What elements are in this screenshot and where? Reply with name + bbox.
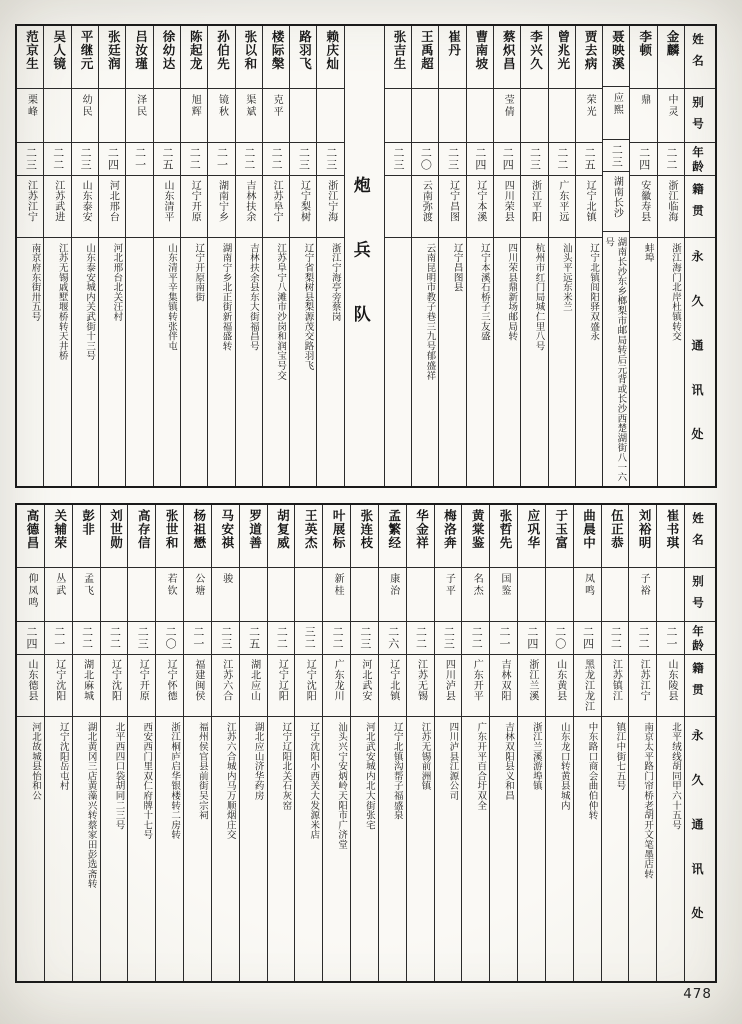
person-native-place: 辽宁怀德 [156, 654, 183, 716]
person-column [180, 26, 207, 486]
person-name: 高德昌 [24, 509, 40, 550]
person-address: 西安西门里双仁府牌十七号 [128, 716, 155, 981]
person-address: 四川荣县鼎新场邮局转 [494, 237, 520, 486]
person-age: 二三 [439, 142, 465, 175]
column-header-native: 籍贯 [685, 175, 715, 237]
person-name: 王英杰 [303, 509, 319, 550]
person-address [385, 237, 411, 486]
person-alias: 克平 [263, 88, 289, 142]
person-alias [407, 567, 434, 621]
person-name: 应巩华 [525, 509, 541, 550]
person-address: 浙江桐庐启华银楼转二房转 [156, 716, 183, 981]
person-address: 辽宁昌图县 [439, 237, 465, 486]
person-name: 于玉富 [553, 509, 569, 550]
person-alias [602, 567, 629, 621]
person-address: 山东泰安城内关武街十三号 [72, 237, 98, 486]
person-name: 伍正恭 [609, 509, 625, 550]
person-column [548, 26, 575, 486]
person-alias [549, 88, 575, 142]
person-column [378, 505, 406, 981]
person-address: 镇江中街七五号 [602, 716, 629, 981]
person-column [17, 26, 43, 486]
person-alias: 若钦 [156, 567, 183, 621]
person-alias [439, 88, 465, 142]
person-column [322, 505, 350, 981]
person-age: 二二 [323, 621, 350, 654]
person-column [657, 26, 684, 486]
person-alias: 子裕 [629, 567, 656, 621]
person-name: 曾兆光 [555, 30, 571, 71]
person-native-place: 江苏江宁 [629, 654, 656, 716]
person-name: 徐幼达 [160, 30, 176, 71]
person-alias: 荣光 [576, 88, 602, 142]
person-address: 杭州市红门局城仁里八号 [521, 237, 547, 486]
person-address: 江苏阜宁八滩市沙岗和润宝号交 [263, 237, 289, 486]
person-native-place: 广东开平 [462, 654, 489, 716]
column-header-name: 姓名 [691, 512, 705, 555]
person-column [489, 505, 517, 981]
person-address: 北平绒线胡同甲六十五号 [657, 716, 684, 981]
person-alias [385, 88, 411, 142]
person-column [517, 505, 545, 981]
person-native-place: 四川泸县 [435, 654, 462, 716]
person-address: 广东开平百合圩双全 [462, 716, 489, 981]
person-column [183, 505, 211, 981]
person-age: 二二 [462, 621, 489, 654]
person-age: 二二 [73, 621, 100, 654]
person-native-place: 河北邢台 [99, 175, 125, 237]
person-column [406, 505, 434, 981]
person-name: 蔡炽昌 [501, 30, 517, 71]
person-age: 二一 [208, 142, 234, 175]
person-alias [128, 567, 155, 621]
person-name: 刘世勋 [108, 509, 124, 550]
person-name: 黄棠鉴 [470, 509, 486, 550]
person-address: 浙江海门北岸杜镇转交 [658, 237, 684, 486]
person-alias: 应熙 [603, 86, 629, 139]
person-age: 二〇 [412, 142, 438, 175]
person-native-place: 黑龙江龙江 [574, 654, 601, 716]
person-native-place: 辽宁北镇 [379, 654, 406, 716]
person-age: 二三 [17, 142, 43, 175]
person-name: 崔书琪 [665, 509, 680, 550]
person-column [434, 505, 462, 981]
person-native-place: 四川荣县 [494, 175, 520, 237]
person-column [520, 26, 547, 486]
person-name: 楼际槃 [270, 30, 286, 71]
person-name: 罗道善 [247, 509, 263, 550]
person-alias [351, 567, 378, 621]
person-column [44, 505, 72, 981]
person-native-place: 辽宁梨树 [290, 175, 316, 237]
person-address: 湖北应山济华药房 [240, 716, 267, 981]
person-age: 二一 [126, 142, 152, 175]
person-name: 张世和 [164, 509, 180, 550]
person-name: 吕汝瑾 [133, 30, 149, 71]
person-age: 二二 [101, 621, 128, 654]
person-native-place: 湖北麻城 [73, 654, 100, 716]
person-age: 三二 [295, 621, 322, 654]
person-name: 金麟 [665, 30, 680, 57]
page-number: 478 [683, 986, 712, 1002]
person-native-place: 广东平远 [549, 175, 575, 237]
person-column [153, 26, 180, 486]
person-native-place: 江苏武进 [44, 175, 70, 237]
person-native-place: 浙江平阳 [521, 175, 547, 237]
person-age: 二〇 [546, 621, 573, 654]
person-age: 二一 [45, 621, 72, 654]
person-native-place: 辽宁开原 [128, 654, 155, 716]
person-name: 关辅荣 [52, 509, 68, 550]
person-alias [44, 88, 70, 142]
person-address: 辽宁开原南街 [181, 237, 207, 486]
person-native-place: 辽宁本溪 [467, 175, 493, 237]
person-column [601, 505, 629, 981]
person-name: 吴人镜 [51, 30, 67, 71]
person-alias: 公塘 [184, 567, 211, 621]
person-native-place: 辽宁沈阳 [45, 654, 72, 716]
person-name: 杨祖懋 [191, 509, 207, 550]
person-column [43, 26, 70, 486]
person-name: 华金祥 [414, 509, 430, 550]
person-alias [521, 88, 547, 142]
person-column [72, 505, 100, 981]
person-age: 二三 [290, 142, 316, 175]
person-column [384, 26, 411, 486]
person-age: 二五 [576, 142, 602, 175]
person-name: 张以和 [242, 30, 258, 71]
person-alias: 丛武 [45, 567, 72, 621]
person-column [289, 26, 316, 486]
section-divider-column [344, 26, 384, 486]
person-age: 二三 [603, 139, 629, 171]
person-name: 马安祺 [219, 509, 235, 550]
person-column [493, 26, 520, 486]
person-column [98, 26, 125, 486]
person-alias [99, 88, 125, 142]
person-native-place: 江苏六合 [212, 654, 239, 716]
person-age: 二三 [317, 142, 343, 175]
person-name: 崔丹 [446, 30, 462, 57]
person-name: 平继元 [79, 30, 95, 71]
person-column [235, 26, 262, 486]
person-alias: 凤鸣 [574, 567, 601, 621]
person-column [461, 505, 489, 981]
person-native-place: 山东清平 [154, 175, 180, 237]
person-native-place: 辽宁沈阳 [101, 654, 128, 716]
column-header-alias: 别号 [685, 567, 715, 621]
person-name: 张吉生 [392, 30, 408, 71]
section-title: 炮兵队 [349, 176, 370, 370]
person-column [628, 505, 656, 981]
person-native-place: 吉林双阳 [490, 654, 517, 716]
person-name: 曹南坡 [473, 30, 489, 71]
person-address: 河北邢台北关汪村 [99, 237, 125, 486]
person-age: 二〇 [156, 621, 183, 654]
person-name: 赖庆灿 [324, 30, 340, 71]
person-column [125, 26, 152, 486]
person-native-place: 江苏江宁 [17, 175, 43, 237]
person-alias [657, 567, 684, 621]
person-address: 福州侯官县前街吴宗祠 [184, 716, 211, 981]
person-column [316, 26, 343, 486]
person-column [575, 26, 602, 486]
person-address: 南京府东街卅五号 [17, 237, 43, 486]
person-age: 二二 [549, 142, 575, 175]
person-alias [290, 88, 316, 142]
person-alias [546, 567, 573, 621]
person-address: 北平西四口袋胡同二三号 [101, 716, 128, 981]
column-header-age: 年龄 [685, 621, 715, 654]
person-address: 河北故城县怡和公 [17, 716, 44, 981]
person-name: 叶展标 [331, 509, 347, 550]
person-name: 曲晨中 [581, 509, 597, 550]
person-column [573, 505, 601, 981]
person-age: 二二 [407, 621, 434, 654]
header-column [684, 505, 715, 981]
person-alias: 渠斌 [236, 88, 262, 142]
person-column [207, 26, 234, 486]
person-alias: 鼎 [630, 88, 656, 142]
person-alias: 栗峰 [17, 88, 43, 142]
person-column [629, 26, 656, 486]
person-alias: 幼民 [72, 88, 98, 142]
roster-table-top [15, 24, 717, 488]
person-age: 二一 [490, 621, 517, 654]
person-native-place: 山东陵县 [657, 654, 684, 716]
person-name: 梅洛奔 [442, 509, 458, 550]
person-alias: 旭辉 [181, 88, 207, 142]
person-column [294, 505, 322, 981]
person-address: 辽宁北镇沟帮子福盛泉 [379, 716, 406, 981]
person-address: 江苏无锡前洲镇 [407, 716, 434, 981]
person-column [602, 26, 629, 486]
person-alias: 康治 [379, 567, 406, 621]
column-header-alias: 别号 [685, 88, 715, 142]
person-alias [467, 88, 493, 142]
person-age: 二六 [379, 621, 406, 654]
person-name: 路羽飞 [297, 30, 313, 71]
person-address: 辽宁本溪石桥子三友盛 [467, 237, 493, 486]
column-header-name: 姓名 [691, 33, 705, 76]
person-name: 王禹超 [419, 30, 435, 71]
person-name: 聂映溪 [610, 30, 626, 71]
person-native-place: 浙江兰溪 [518, 654, 545, 716]
person-address: 江苏六合城内马万顺烟庄交 [212, 716, 239, 981]
person-age: 二四 [518, 621, 545, 654]
person-alias [240, 567, 267, 621]
person-native-place: 安徽寿县 [630, 175, 656, 237]
person-native-place: 浙江宁海 [317, 175, 343, 237]
person-address: 辽宁沈阳小西关大发源米店 [295, 716, 322, 981]
person-age: 二一 [184, 621, 211, 654]
person-age: 二三 [212, 621, 239, 654]
person-address: 辽宁沈阳岳屯村 [45, 716, 72, 981]
person-alias: 中灵 [658, 88, 684, 142]
person-address: 浙江宁海亭旁蔡岗 [317, 237, 343, 486]
person-age: 二五 [240, 621, 267, 654]
column-header-age: 年龄 [685, 142, 715, 175]
person-name: 孙伯先 [215, 30, 231, 71]
person-name: 陈起龙 [188, 30, 204, 71]
person-column [350, 505, 378, 981]
person-address: 辽宁省梨树县梨源茂交路羽飞 [290, 237, 316, 486]
person-name: 彭非 [80, 509, 96, 536]
person-column [545, 505, 573, 981]
person-alias [101, 567, 128, 621]
person-alias: 泽民 [126, 88, 152, 142]
person-alias [412, 88, 438, 142]
person-alias: 镜秋 [208, 88, 234, 142]
person-address: 蚌埠 [630, 237, 656, 486]
person-age: 二二 [181, 142, 207, 175]
person-age: 二二 [263, 142, 289, 175]
person-address: 中东路口商会曲伯仲转 [574, 716, 601, 981]
person-age: 二二 [629, 621, 656, 654]
person-address: 湖南长沙东乡榔梨市邮局转后元背或长沙西楚湖街八一六号 [603, 231, 629, 486]
person-address: 吉林双阳县义和昌 [490, 716, 517, 981]
person-column [466, 26, 493, 486]
person-age: 二二 [44, 142, 70, 175]
person-native-place: 山东泰安 [72, 175, 98, 237]
person-native-place: 辽宁昌图 [439, 175, 465, 237]
person-address: 湖南宁乡北正街新福盛转 [208, 237, 234, 486]
person-column [267, 505, 295, 981]
person-native-place: 湖南长沙 [603, 171, 629, 231]
person-native-place: 云南弥渡 [412, 175, 438, 237]
column-header-native: 籍贯 [685, 654, 715, 716]
roster-table-bottom [15, 503, 717, 983]
person-address: 山东清平辛集镇转张伴屯 [154, 237, 180, 486]
person-native-place: 山东黄县 [546, 654, 573, 716]
person-age: 二二 [268, 621, 295, 654]
person-age: 二四 [17, 621, 44, 654]
person-age: 二三 [128, 621, 155, 654]
person-native-place: 辽宁辽阳 [268, 654, 295, 716]
person-alias [154, 88, 180, 142]
person-native-place: 福建闽侯 [184, 654, 211, 716]
person-name: 高存信 [136, 509, 152, 550]
person-native-place: 吉林扶余 [236, 175, 262, 237]
person-address: 山东龙口转黄县城内 [546, 716, 573, 981]
person-alias [518, 567, 545, 621]
person-address: 汕头兴宁安炳岭天阳市广济堂 [323, 716, 350, 981]
person-column [411, 26, 438, 486]
column-header-address: 永久通讯处 [685, 237, 715, 486]
person-native-place [385, 175, 411, 237]
person-column [211, 505, 239, 981]
person-column [262, 26, 289, 486]
person-name: 范京生 [24, 30, 40, 71]
person-column [656, 505, 684, 981]
person-alias [295, 567, 322, 621]
person-address [126, 237, 152, 486]
person-address: 吉林扶余县东大街福昌号 [236, 237, 262, 486]
person-age: 二三 [435, 621, 462, 654]
person-address: 云南昆明市教子巷三九号郁盛祥 [412, 237, 438, 486]
person-column [17, 505, 44, 981]
person-age: 二二 [236, 142, 262, 175]
person-address: 汕头平远东米兰 [549, 237, 575, 486]
person-alias [268, 567, 295, 621]
person-alias: 国鉴 [490, 567, 517, 621]
person-age: 二二 [602, 621, 629, 654]
person-native-place: 辽宁北镇 [576, 175, 602, 237]
person-alias: 莹倩 [494, 88, 520, 142]
person-column [438, 26, 465, 486]
person-age: 二三 [521, 142, 547, 175]
person-name: 孟繁经 [386, 509, 402, 550]
person-native-place [126, 175, 152, 237]
person-address: 湖北黄冈三店黄藻兴转蔡家田彭选斋转 [73, 716, 100, 981]
person-age: 二四 [494, 142, 520, 175]
person-address: 南京太平路门帘桥老胡开文笔墨店转 [629, 716, 656, 981]
person-address: 河北武安城内北大街张宅 [351, 716, 378, 981]
person-name: 李顿 [637, 30, 653, 57]
person-address: 辽宁辽阳北关石灰窑 [268, 716, 295, 981]
person-column [155, 505, 183, 981]
column-header-address: 永久通讯处 [685, 716, 715, 981]
person-address: 江苏无锡戚墅堰桥转天井桥 [44, 237, 70, 486]
person-name: 贾去病 [583, 30, 599, 71]
person-native-place: 广东龙川 [323, 654, 350, 716]
person-age: 二四 [574, 621, 601, 654]
person-native-place: 江苏镇江 [602, 654, 629, 716]
person-name: 刘裕明 [637, 509, 653, 550]
person-column [71, 26, 98, 486]
header-column [684, 26, 715, 486]
person-native-place: 浙江临海 [658, 175, 684, 237]
person-age: 二四 [467, 142, 493, 175]
person-native-place: 湖南宁乡 [208, 175, 234, 237]
person-name: 张哲先 [498, 509, 514, 550]
person-alias [317, 88, 343, 142]
person-alias: 孟飞 [73, 567, 100, 621]
person-name: 张廷润 [106, 30, 122, 71]
person-age: 二五 [154, 142, 180, 175]
person-column [127, 505, 155, 981]
person-age: 二三 [72, 142, 98, 175]
person-native-place: 河北武安 [351, 654, 378, 716]
person-alias: 子平 [435, 567, 462, 621]
person-native-place: 辽宁开原 [181, 175, 207, 237]
person-alias: 新桂 [323, 567, 350, 621]
person-age: 二三 [385, 142, 411, 175]
person-native-place: 江苏无锡 [407, 654, 434, 716]
person-age: 二一 [657, 621, 684, 654]
person-age: 二三 [351, 621, 378, 654]
person-name: 张连枝 [358, 509, 374, 550]
person-age: 二二 [658, 142, 684, 175]
person-age: 二四 [99, 142, 125, 175]
person-name: 李兴久 [528, 30, 544, 71]
person-alias: 骏 [212, 567, 239, 621]
person-address: 浙江兰溪游埠镇 [518, 716, 545, 981]
person-name: 胡复威 [275, 509, 291, 550]
person-age: 二四 [630, 142, 656, 175]
person-address: 辽宁北镇闾阳驿双盛永 [576, 237, 602, 486]
person-native-place: 辽宁沈阳 [295, 654, 322, 716]
person-address: 四川泸县江源公司 [435, 716, 462, 981]
person-native-place: 江苏阜宁 [263, 175, 289, 237]
person-native-place: 湖北应山 [240, 654, 267, 716]
person-alias: 仰凤鸣 [17, 567, 44, 621]
person-column [100, 505, 128, 981]
person-alias: 名杰 [462, 567, 489, 621]
person-column [239, 505, 267, 981]
person-native-place: 山东德县 [17, 654, 44, 716]
